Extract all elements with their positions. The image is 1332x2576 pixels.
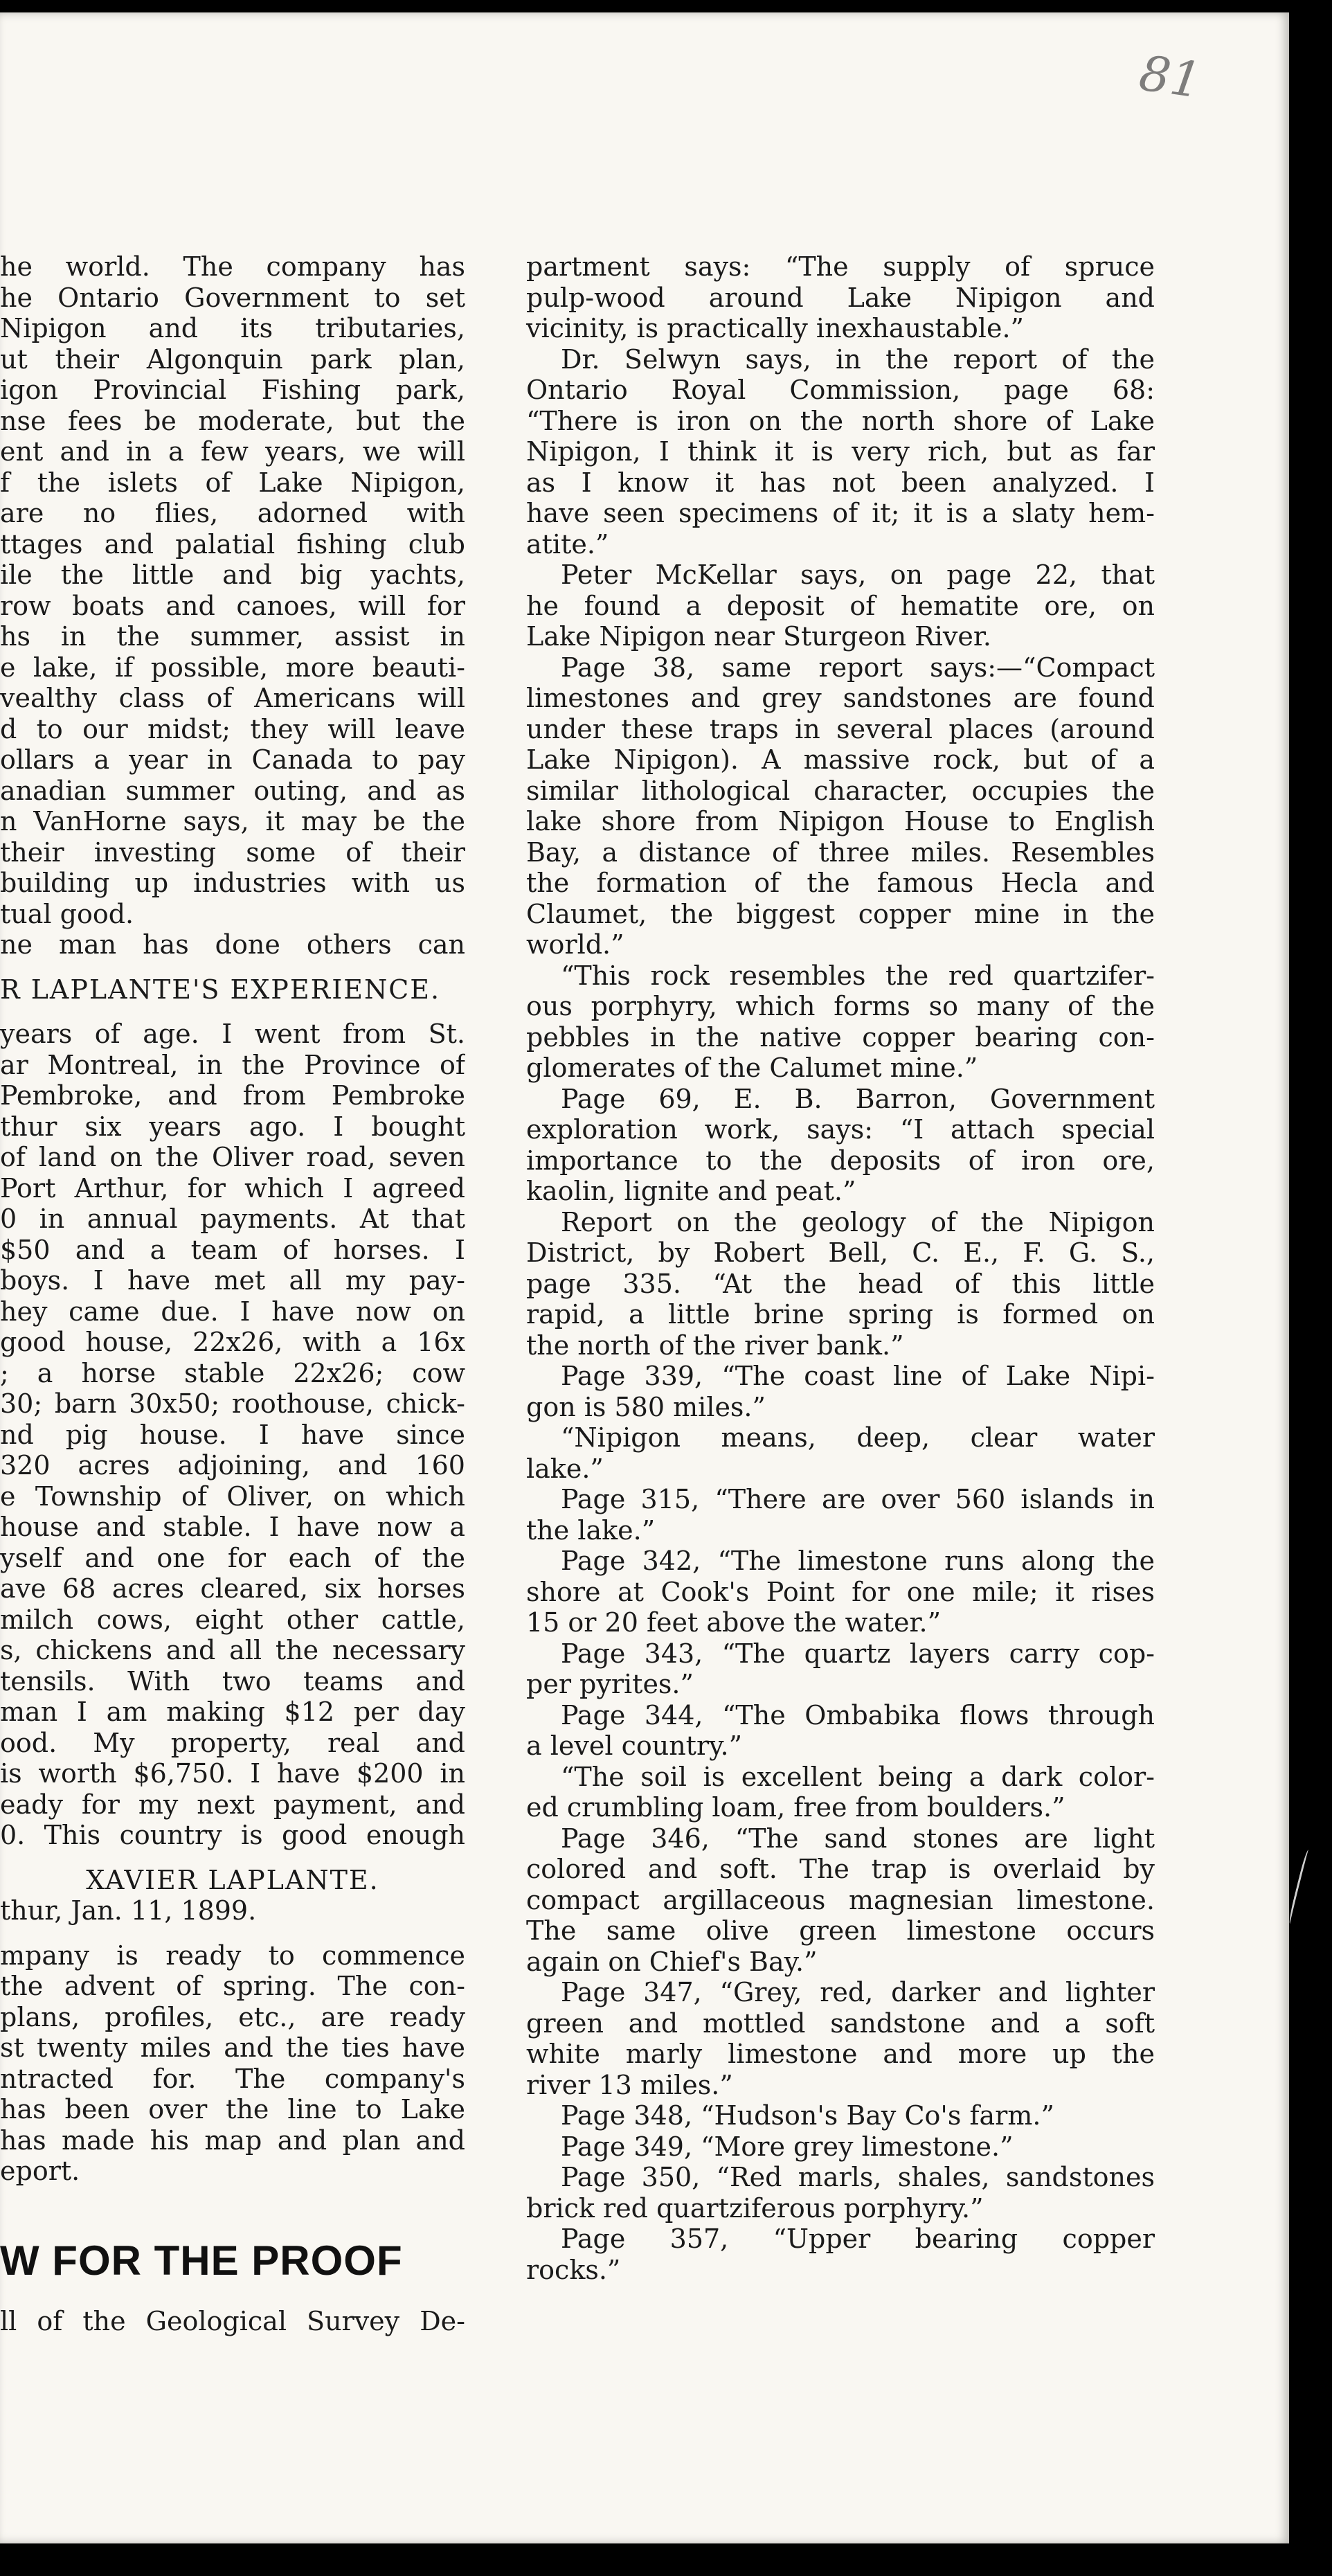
- left_column-line: are no flies, adorned with: [0, 498, 465, 528]
- left_column-line: tual good.: [0, 898, 134, 929]
- left_column-line: e Township of Oliver, on which: [0, 1481, 465, 1512]
- left_column-line: d to our midst; they will leave: [0, 713, 465, 744]
- left_column-line: he world. The company has: [0, 251, 465, 282]
- right_column-line: Page 343, “The quartz layers carry cop-: [561, 1638, 1155, 1669]
- left_column-line: 0. This country is good enough: [0, 1820, 465, 1850]
- right_column-line: Lake Nipigon). A massive rock, but of a: [526, 744, 1155, 775]
- right_column-line: Page 349, “More grey limestone.”: [561, 2131, 1014, 2162]
- left_column-line: ne man has done others can: [0, 929, 465, 960]
- left_column-line: ood. My property, real and: [0, 1727, 465, 1758]
- right_column-line: partment says: “The supply of spruce: [526, 251, 1155, 282]
- newspaper-page: [0, 12, 1289, 2543]
- left_column-line: ollars a year in Canada to pay: [0, 744, 465, 775]
- right_column-line: District, by Robert Bell, C. E., F. G. S.,: [526, 1237, 1155, 1268]
- right_column-line: lake.”: [526, 1453, 604, 1484]
- left_column-line: he Ontario Government to set: [0, 282, 465, 313]
- right_column-line: atite.”: [526, 528, 609, 560]
- right_column-line: pulp-wood around Lake Nipigon and: [526, 282, 1155, 313]
- right_column-line: a level country.”: [526, 1730, 743, 1761]
- left_column-line: milch cows, eight other cattle,: [0, 1604, 465, 1635]
- right_column-line: similar lithological character, occupies the: [526, 775, 1155, 806]
- right_column-line: Dr. Selwyn says, in the report of the: [561, 343, 1155, 375]
- right_column-line: Page 69, E. B. Barron, Government: [561, 1083, 1155, 1114]
- right_column-line: page 335. “At the head of this little: [526, 1268, 1155, 1299]
- right_column-line: gon is 580 miles.”: [526, 1391, 766, 1422]
- left_column-line: [0, 1851, 465, 1865]
- right_column-line: lake shore from Nipigon House to English: [526, 806, 1155, 837]
- left_column-line: 0 in annual payments. At that: [0, 1204, 465, 1234]
- right_column-line: importance to the deposits of iron ore,: [526, 1145, 1155, 1176]
- left_column-line: tensils. With two teams and: [0, 1665, 465, 1697]
- left_column-line: f the islets of Lake Nipigon,: [0, 467, 465, 498]
- left_column-line: e lake, if possible, more beauti-: [0, 652, 465, 683]
- left_column-line: house and stable. I have now a: [0, 1512, 465, 1542]
- section-heading: W FOR THE PROOF: [0, 2237, 403, 2284]
- right_column-line: river 13 miles.”: [526, 2069, 733, 2100]
- right_column-line: Page 346, “The sand stones are light: [561, 1823, 1155, 1854]
- right-column: [526, 251, 1155, 2285]
- left_column-line: eport.: [0, 2156, 80, 2186]
- right_column-line: kaolin, lignite and peat.”: [526, 1176, 856, 1206]
- right_column-line: Claumet, the biggest copper mine in the: [526, 898, 1155, 929]
- page-number: 81: [1135, 44, 1205, 109]
- right_column-line: colored and soft. The trap is overlaid by: [526, 1854, 1155, 1884]
- right_column-line: Ontario Royal Commission, page 68:: [526, 375, 1155, 405]
- left_column-line: has been over the line to Lake: [0, 2094, 465, 2125]
- left_column-line: row boats and canoes, will for: [0, 590, 465, 621]
- right_column-line: Page 357, “Upper bearing copper: [561, 2224, 1155, 2254]
- left_column-line: Pembroke, and from Pembroke: [0, 1080, 465, 1111]
- left_column-line: igon Provincial Fishing park,: [0, 375, 465, 405]
- right_column-line: compact argillaceous magnesian limestone.: [526, 1884, 1155, 1915]
- left_column-line: nd pig house. I have since: [0, 1419, 465, 1450]
- right_column-line: “This rock resembles the red quartzifer-: [561, 960, 1155, 991]
- right_column-line: per pyrites.”: [526, 1669, 694, 1699]
- right_column-line: rapid, a little brine spring is formed on: [526, 1299, 1155, 1330]
- right_column-line: glomerates of the Calumet mine.”: [526, 1053, 978, 1083]
- right_column-line: The same olive green limestone occurs: [526, 1915, 1155, 1946]
- left_column-line: [0, 1005, 465, 1019]
- left_column-line: Port Arthur, for which I agreed: [0, 1172, 465, 1204]
- right_column-line: 15 or 20 feet above the water.”: [526, 1607, 942, 1638]
- right_column-line: Bay, a distance of three miles. Resembles: [526, 837, 1155, 868]
- right_column-line: Nipigon, I think it is very rich, but as far: [526, 436, 1155, 467]
- left_column-line: hs in the summer, assist in: [0, 621, 465, 652]
- left_column-line: the advent of spring. The con-: [0, 1971, 465, 2001]
- heading-continuation-text: ll of the Geological Survey De-: [0, 2306, 465, 2336]
- left_column-line: building up industries with us: [0, 868, 465, 898]
- left_column-line: ile the little and big yachts,: [0, 560, 465, 590]
- right_column-line: Page 342, “The limestone runs along the: [561, 1546, 1155, 1576]
- left_column-line: nse fees be moderate, but the: [0, 405, 465, 436]
- right_column-line: shore at Cook's Point for one mile; it rises: [526, 1576, 1155, 1607]
- left_column-line: 30; barn 30x50; roothouse, chick-: [0, 1388, 465, 1419]
- left_column-line: ntracted for. The company's: [0, 2063, 465, 2094]
- left_column-line: s, chickens and all the necessary: [0, 1635, 465, 1665]
- left_column-line: ent and in a few years, we will: [0, 436, 465, 467]
- right_column-line: limestones and grey sandstones are found: [526, 683, 1155, 713]
- left_column-line: years of age. I went from St.: [0, 1019, 465, 1049]
- left_column-line: mpany is ready to commence: [0, 1940, 465, 1971]
- right_column-line: world.”: [526, 929, 624, 960]
- left_column-line: Nipigon and its tributaries,: [0, 313, 465, 343]
- left_column-line: XAVIER LAPLANTE.: [86, 1864, 379, 1895]
- left_column-line: plans, profiles, etc., are ready: [0, 2001, 465, 2032]
- right_column-line: he found a deposit of hematite ore, on: [526, 590, 1155, 621]
- left_column-line: [0, 1926, 465, 1940]
- left-column: [0, 251, 465, 2187]
- left_column-line: ttages and palatial fishing club: [0, 528, 465, 560]
- left_column-line: of land on the Oliver road, seven: [0, 1142, 465, 1172]
- right_column-line: have seen specimens of it; it is a slaty hem-: [526, 498, 1155, 528]
- right_column-line: “Nipigon means, deep, clear water: [561, 1422, 1155, 1453]
- right_column-line: Page 344, “The Ombabika flows through: [561, 1699, 1155, 1730]
- right_column-line: brick red quartziferous porphyry.”: [526, 2192, 984, 2224]
- right_column-line: ous porphyry, which forms so many of the: [526, 991, 1155, 1021]
- right_column-line: the lake.”: [526, 1514, 656, 1546]
- right_column-line: white marly limestone and more up the: [526, 2039, 1155, 2069]
- left_column-line: their investing some of their: [0, 837, 465, 868]
- left_column-line: ave 68 acres cleared, six horses: [0, 1573, 465, 1604]
- left_column-line: has made his map and plan and: [0, 2125, 465, 2156]
- left_column-line: good house, 22x26, with a 16x: [0, 1327, 465, 1357]
- right_column-line: ed crumbling loam, free from boulders.”: [526, 1792, 1065, 1823]
- left_column-line: yself and one for each of the: [0, 1542, 465, 1573]
- right_column-line: rocks.”: [526, 2254, 621, 2285]
- left_column-line: vealthy class of Americans will: [0, 683, 465, 713]
- left_column-line: ar Montreal, in the Province of: [0, 1049, 465, 1080]
- right_column-line: Report on the geology of the Nipigon: [561, 1206, 1155, 1237]
- right_column-line: “There is iron on the north shore of Lake: [526, 405, 1155, 436]
- right_column-line: again on Chief's Bay.”: [526, 1946, 818, 1977]
- right_column-line: Page 347, “Grey, red, darker and lighter: [561, 1977, 1155, 2007]
- right_column-line: under these traps in several places (around: [526, 713, 1155, 744]
- right_column-line: the north of the river bank.”: [526, 1330, 904, 1361]
- left_column-line: is worth $6,750. I have $200 in: [0, 1758, 465, 1789]
- left_column-line: 320 acres adjoining, and 160: [0, 1450, 465, 1481]
- left_column-line: ; a horse stable 22x26; cow: [0, 1357, 465, 1388]
- left_column-line: eady for my next payment, and: [0, 1789, 465, 1820]
- left_column-line: boys. I have met all my pay-: [0, 1265, 465, 1296]
- right_column-line: vicinity, is practically inexhaustable.”: [526, 313, 1024, 343]
- left_column-line: ut their Algonquin park plan,: [0, 343, 465, 375]
- right_column-line: the formation of the famous Hecla and: [526, 868, 1155, 898]
- scan-border: [1289, 0, 1332, 2576]
- left_column-line: R LAPLANTE'S EXPERIENCE.: [0, 974, 441, 1005]
- right_column-line: “The soil is excellent being a dark color-: [561, 1761, 1155, 1792]
- right_column-line: Page 315, “There are over 560 islands in: [561, 1484, 1155, 1514]
- left_column-line: man I am making $12 per day: [0, 1697, 465, 1727]
- right_column-line: green and mottled sandstone and a soft: [526, 2007, 1155, 2039]
- right_column-line: exploration work, says: “I attach special: [526, 1114, 1155, 1145]
- left_column-line: hey came due. I have now on: [0, 1296, 465, 1327]
- right_column-line: Page 339, “The coast line of Lake Nipi-: [561, 1361, 1155, 1391]
- left_column-line: thur six years ago. I bought: [0, 1111, 465, 1142]
- right_column-line: as I know it has not been analyzed. I: [526, 467, 1155, 498]
- right_column-line: Page 350, “Red marls, shales, sandstones: [561, 2162, 1155, 2192]
- left_column-line: thur, Jan. 11, 1899.: [0, 1895, 257, 1926]
- right_column-line: Lake Nipigon near Sturgeon River.: [526, 621, 991, 652]
- right_column-line: Peter McKellar says, on page 22, that: [561, 560, 1155, 590]
- left_column-line: $50 and a team of horses. I: [0, 1234, 465, 1265]
- right_column-line: pebbles in the native copper bearing con-: [526, 1021, 1155, 1053]
- right_column-line: Page 348, “Hudson's Bay Co's farm.”: [561, 2100, 1054, 2131]
- right_column-line: Page 38, same report says:—“Compact: [561, 652, 1155, 683]
- left_column-line: n VanHorne says, it may be the: [0, 806, 465, 837]
- left_column-line: anadian summer outing, and as: [0, 775, 465, 806]
- left_column-line: [0, 960, 465, 974]
- left_column-line: st twenty miles and the ties have: [0, 2032, 465, 2063]
